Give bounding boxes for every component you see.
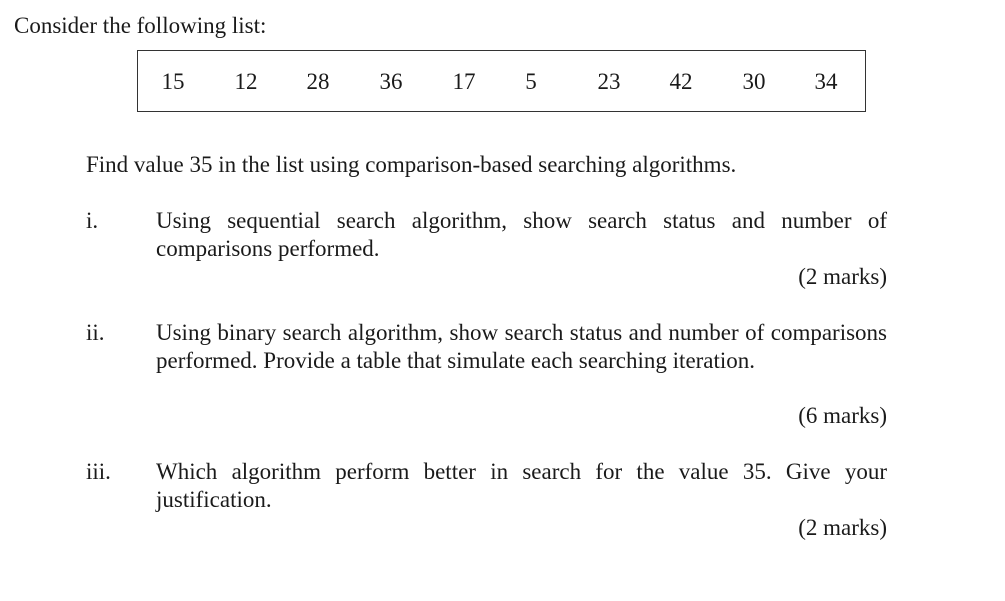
question-marks: (2 marks) (798, 515, 887, 540)
list-value: 42 (669, 69, 693, 94)
list-value: 30 (742, 69, 766, 94)
question-marks: (2 marks) (798, 264, 887, 289)
number-list-box (137, 50, 866, 112)
list-value: 36 (379, 69, 403, 94)
question-text: Using binary search algorithm, show search status and number of comparisons performed. Provide a table that simulate each searching iteration. (156, 320, 887, 373)
list-value: 15 (161, 69, 185, 94)
list-value: 17 (452, 69, 476, 94)
list-value: 23 (597, 69, 621, 94)
question-number: i. (86, 208, 99, 233)
list-value: 12 (234, 69, 258, 94)
question-marks: (6 marks) (798, 403, 887, 428)
list-value: 5 (525, 69, 537, 94)
question-number: iii. (86, 459, 111, 484)
task-statement: Find value 35 in the list using comparison-based searching algorithms. (86, 152, 737, 177)
question-number: ii. (86, 320, 105, 345)
question-text: Using sequential search algorithm, show search status and number of comparisons performed. (156, 208, 887, 261)
list-value: 34 (814, 69, 838, 94)
list-value: 28 (306, 69, 330, 94)
question-text: Which algorithm perform better in search for the value 35. Give your justification. (156, 459, 887, 512)
intro-text: Consider the following list: (14, 13, 267, 38)
